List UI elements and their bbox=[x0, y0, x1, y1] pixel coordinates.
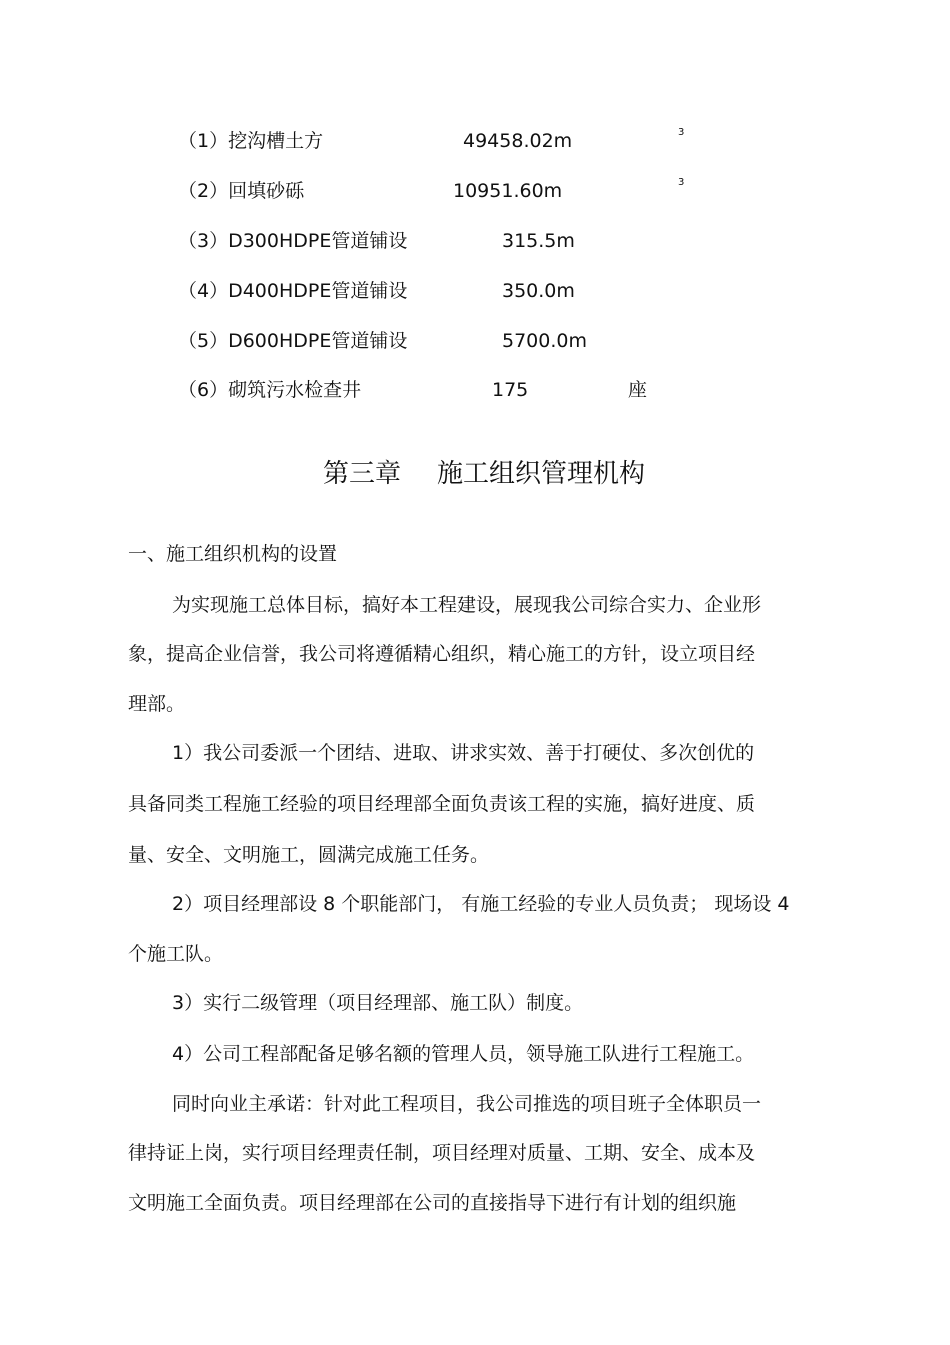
item-label: （1）挖沟槽土方 bbox=[178, 130, 324, 152]
text-line: 4）公司工程部配备足够名额的管理人员，领导施工队进行工程施工。 bbox=[172, 1043, 755, 1065]
text-line: 律持证上岗，实行项目经理责任制，项目经理对质量、工期、安全、成本及 bbox=[128, 1142, 756, 1164]
text-line: 1）我公司委派一个团结、进取、讲求实效、善于打硬仗、多次创优的 bbox=[172, 742, 755, 764]
text-line: 理部。 bbox=[128, 693, 186, 715]
section-heading: 一、施工组织机构的设置 bbox=[128, 543, 338, 565]
chapter-title: 施工组织管理机构 bbox=[437, 459, 646, 489]
item-label: （3）D300HDPE管道铺设 bbox=[178, 230, 408, 252]
item-value: 175 bbox=[492, 379, 529, 401]
text-line: 文明施工全面负责。项目经理部在公司的直接指导下进行有计划的组织施 bbox=[128, 1192, 737, 1214]
item-label: （6）砌筑污水检查井 bbox=[178, 379, 362, 401]
text-line: 个施工队。 bbox=[128, 943, 224, 965]
item-label: （2）回填砂砾 bbox=[178, 180, 305, 202]
text-line: 象，提高企业信誉，我公司将遵循精心组织，精心施工的方针，设立项目经 bbox=[128, 643, 756, 665]
text-line: 3）实行二级管理（项目经理部、施工队）制度。 bbox=[172, 992, 584, 1014]
item-label: （4）D400HDPE管道铺设 bbox=[178, 280, 408, 302]
item-label: （5）D600HDPE管道铺设 bbox=[178, 330, 408, 352]
item-superscript: 3 bbox=[678, 177, 685, 188]
item-value: 49458.02m bbox=[463, 130, 573, 152]
item-superscript: 3 bbox=[678, 127, 685, 138]
item-unit: 座 bbox=[628, 379, 648, 401]
text-line: 量、安全、文明施工，圆满完成施工任务。 bbox=[128, 844, 490, 866]
item-value: 10951.60m bbox=[453, 180, 563, 202]
item-value: 5700.0m bbox=[502, 330, 587, 352]
item-value: 350.0m bbox=[502, 280, 575, 302]
text-line: 2）项目经理部设 8 个职能部门， 有施工经验的专业人员负责； 现场设 4 bbox=[172, 893, 790, 915]
text-line: 具备同类工程施工经验的项目经理部全面负责该工程的实施，搞好进度、质 bbox=[128, 793, 756, 815]
chapter-number: 第三章 bbox=[323, 459, 402, 489]
text-line: 同时向业主承诺：针对此工程项目，我公司推选的项目班子全体职员一 bbox=[172, 1093, 762, 1115]
item-value: 315.5m bbox=[502, 230, 575, 252]
text-line: 为实现施工总体目标，搞好本工程建设，展现我公司综合实力、企业形 bbox=[172, 594, 762, 616]
